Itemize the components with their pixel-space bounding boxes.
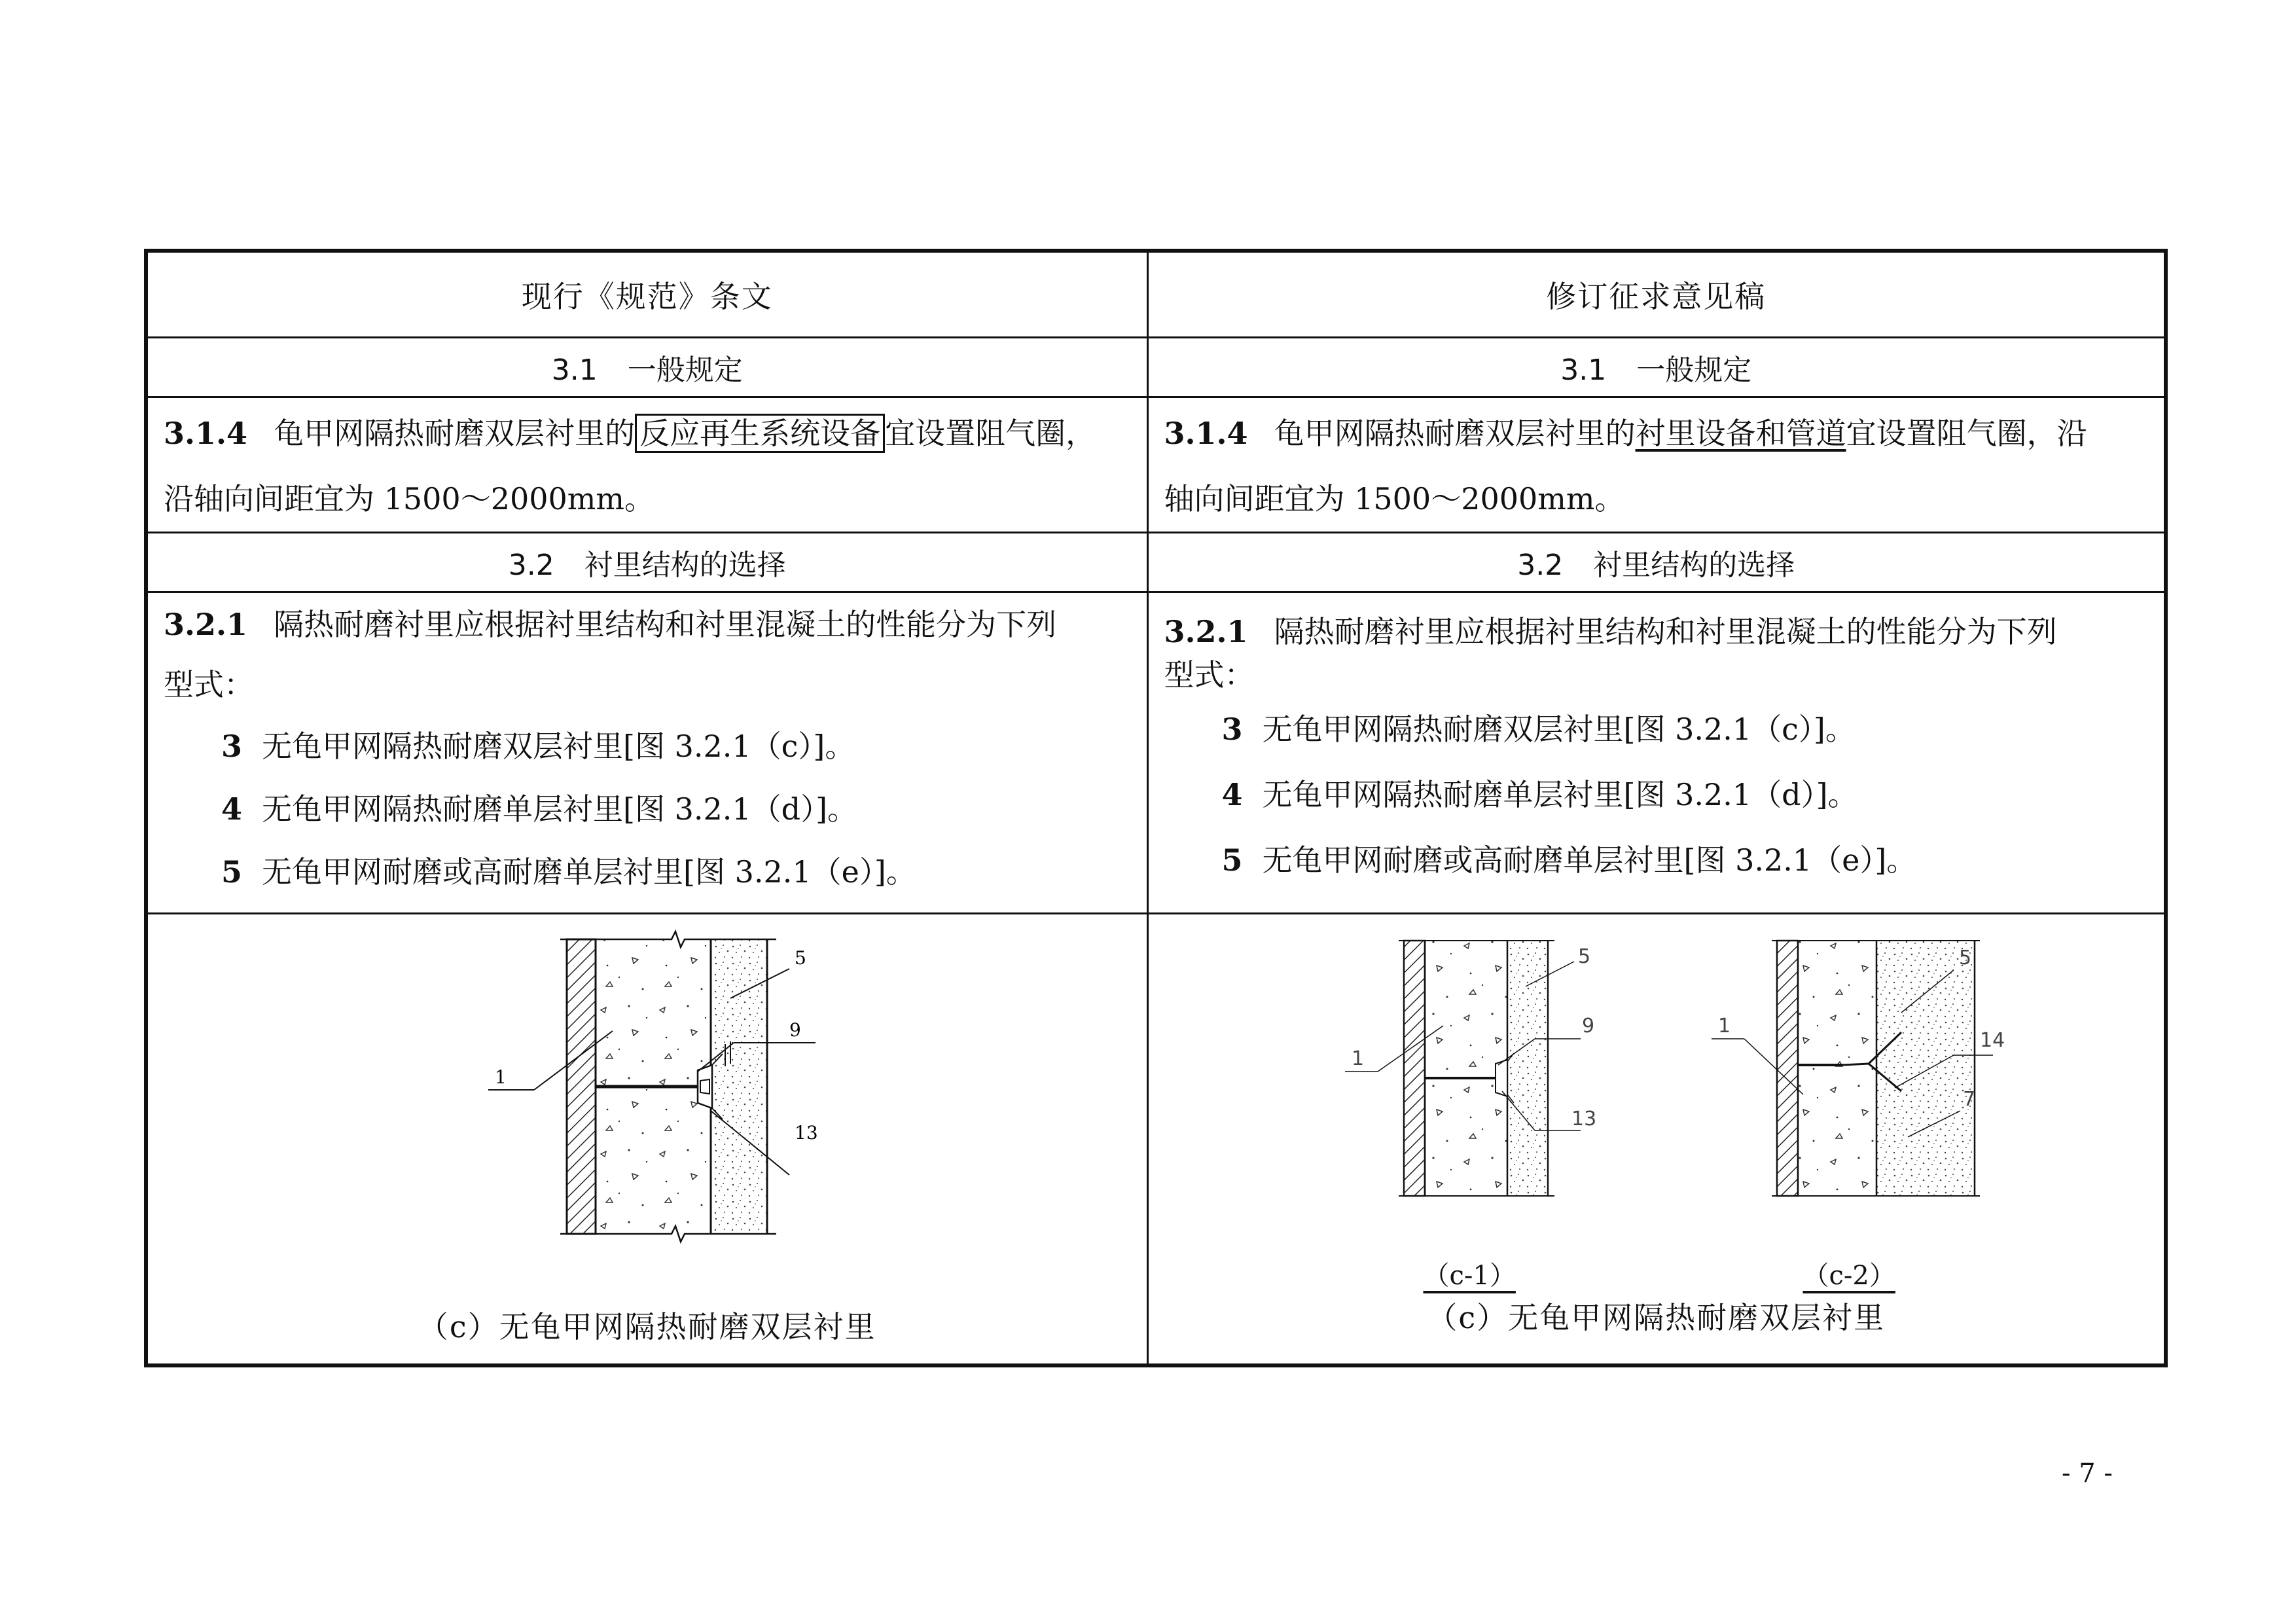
comparison-table <box>144 249 2168 1367</box>
figure-label: 14 <box>1979 1029 2005 1052</box>
figure-label: 13 <box>1571 1108 1596 1130</box>
figure-label: 9 <box>789 1019 801 1041</box>
list-item: 5 无龟甲网耐磨或高耐磨单层衬里[图 3.2.1（e）]。 <box>1221 842 1917 878</box>
section-heading-left: 3.2 衬里结构的选择 <box>146 533 1147 592</box>
figure-label: 5 <box>795 947 806 969</box>
lining-section-drawing-c2 <box>1705 934 2045 1222</box>
figure-label: 5 <box>1577 945 1590 968</box>
section-row-3-1 <box>146 338 2166 397</box>
clause-3-1-4-revised: 3.1.4 龟甲网隔热耐磨双层衬里的衬里设备和管道宜设置阻气圈，沿 轴向间距宜为 1500～2000mm。 <box>1147 397 2166 533</box>
subfigure-caption-c2: （c-2） <box>1803 1261 1895 1291</box>
header-revised-draft: 修订征求意见稿 <box>1147 251 2166 338</box>
clause-number: 3.1.4 <box>1164 416 1248 451</box>
list-item: 4 无龟甲网隔热耐磨单层衬里[图 3.2.1（d）]。 <box>1221 777 1858 812</box>
header-current-clause: 现行《规范》条文 <box>146 251 1147 338</box>
clause-number: 3.2.1 <box>1164 614 1248 649</box>
list-item: 5 无龟甲网耐磨或高耐磨单层衬里[图 3.2.1（e）]。 <box>221 854 916 890</box>
section-heading-right: 3.2 衬里结构的选择 <box>1147 533 2166 592</box>
clause-3-2-1-revised: 3.2.1 隔热耐磨衬里应根据衬里结构和衬里混凝土的性能分为下列 型式： 3 无龟甲网隔热耐磨双层衬里[图 3.2.1（c）]。 4 无龟甲网隔热耐磨单层衬里[图 3.2.1（d）]。 5 无龟甲网耐磨或高耐磨单层衬里[图 3.2.1（e）]。 <box>1147 592 2166 914</box>
boxed-text: 反应再生系统设备 <box>635 414 885 453</box>
subfigure-caption-c1: （c-1） <box>1423 1261 1516 1291</box>
figure-label: 1 <box>1717 1015 1731 1038</box>
underlined-text: 衬里设备和管道 <box>1635 416 1846 451</box>
section-heading-right: 3.1 一般规定 <box>1147 338 2166 397</box>
clause-3-1-4-current: 3.1.4 龟甲网隔热耐磨双层衬里的 反应再生系统设备 宜设置阻气圈， 沿轴向间距宜为 1500～2000mm。 <box>146 397 1147 533</box>
list-item: 3 无龟甲网隔热耐磨双层衬里[图 3.2.1（c）]。 <box>1221 712 1856 747</box>
figure-label: 1 <box>495 1066 507 1088</box>
figure-cell-current <box>146 914 1147 1366</box>
clause-row-3-2-1 <box>146 592 2166 914</box>
figure-label: 5 <box>1958 947 1971 969</box>
figure-caption: （c）无龟甲网隔热耐磨双层衬里 <box>1427 1300 1886 1335</box>
section-heading-left: 3.1 一般规定 <box>146 338 1147 397</box>
figure-label: 13 <box>795 1122 818 1144</box>
table-header-row <box>146 251 2166 338</box>
list-item: 3 无龟甲网隔热耐磨双层衬里[图 3.2.1（c）]。 <box>221 729 855 764</box>
page-number: - 7 - <box>2062 1458 2113 1489</box>
list-item: 4 无龟甲网隔热耐磨单层衬里[图 3.2.1（d）]。 <box>221 791 858 827</box>
figure-label: 1 <box>1351 1047 1364 1070</box>
clause-row-3-1-4 <box>146 397 2166 533</box>
clause-number: 3.1.4 <box>164 416 248 451</box>
figure-caption: （c）无龟甲网隔热耐磨双层衬里 <box>418 1309 876 1344</box>
clause-3-2-1-current: 3.2.1 隔热耐磨衬里应根据衬里结构和衬里混凝土的性能分为下列 型式： 3 无龟甲网隔热耐磨双层衬里[图 3.2.1（c）]。 4 无龟甲网隔热耐磨单层衬里[图 3.2.1（d）]。 5 无龟甲网耐磨或高耐磨单层衬里[图 3.2.1（e）]。 <box>146 592 1147 914</box>
figure-row <box>146 914 2166 1366</box>
lining-section-drawing <box>475 926 816 1254</box>
figure-label: 9 <box>1581 1015 1594 1038</box>
section-row-3-2 <box>146 533 2166 592</box>
clause-number: 3.2.1 <box>164 607 248 642</box>
lining-section-drawing-c1 <box>1338 934 1613 1222</box>
figure-label: 7 <box>1962 1088 1975 1111</box>
figure-cell-revised <box>1147 914 2166 1366</box>
